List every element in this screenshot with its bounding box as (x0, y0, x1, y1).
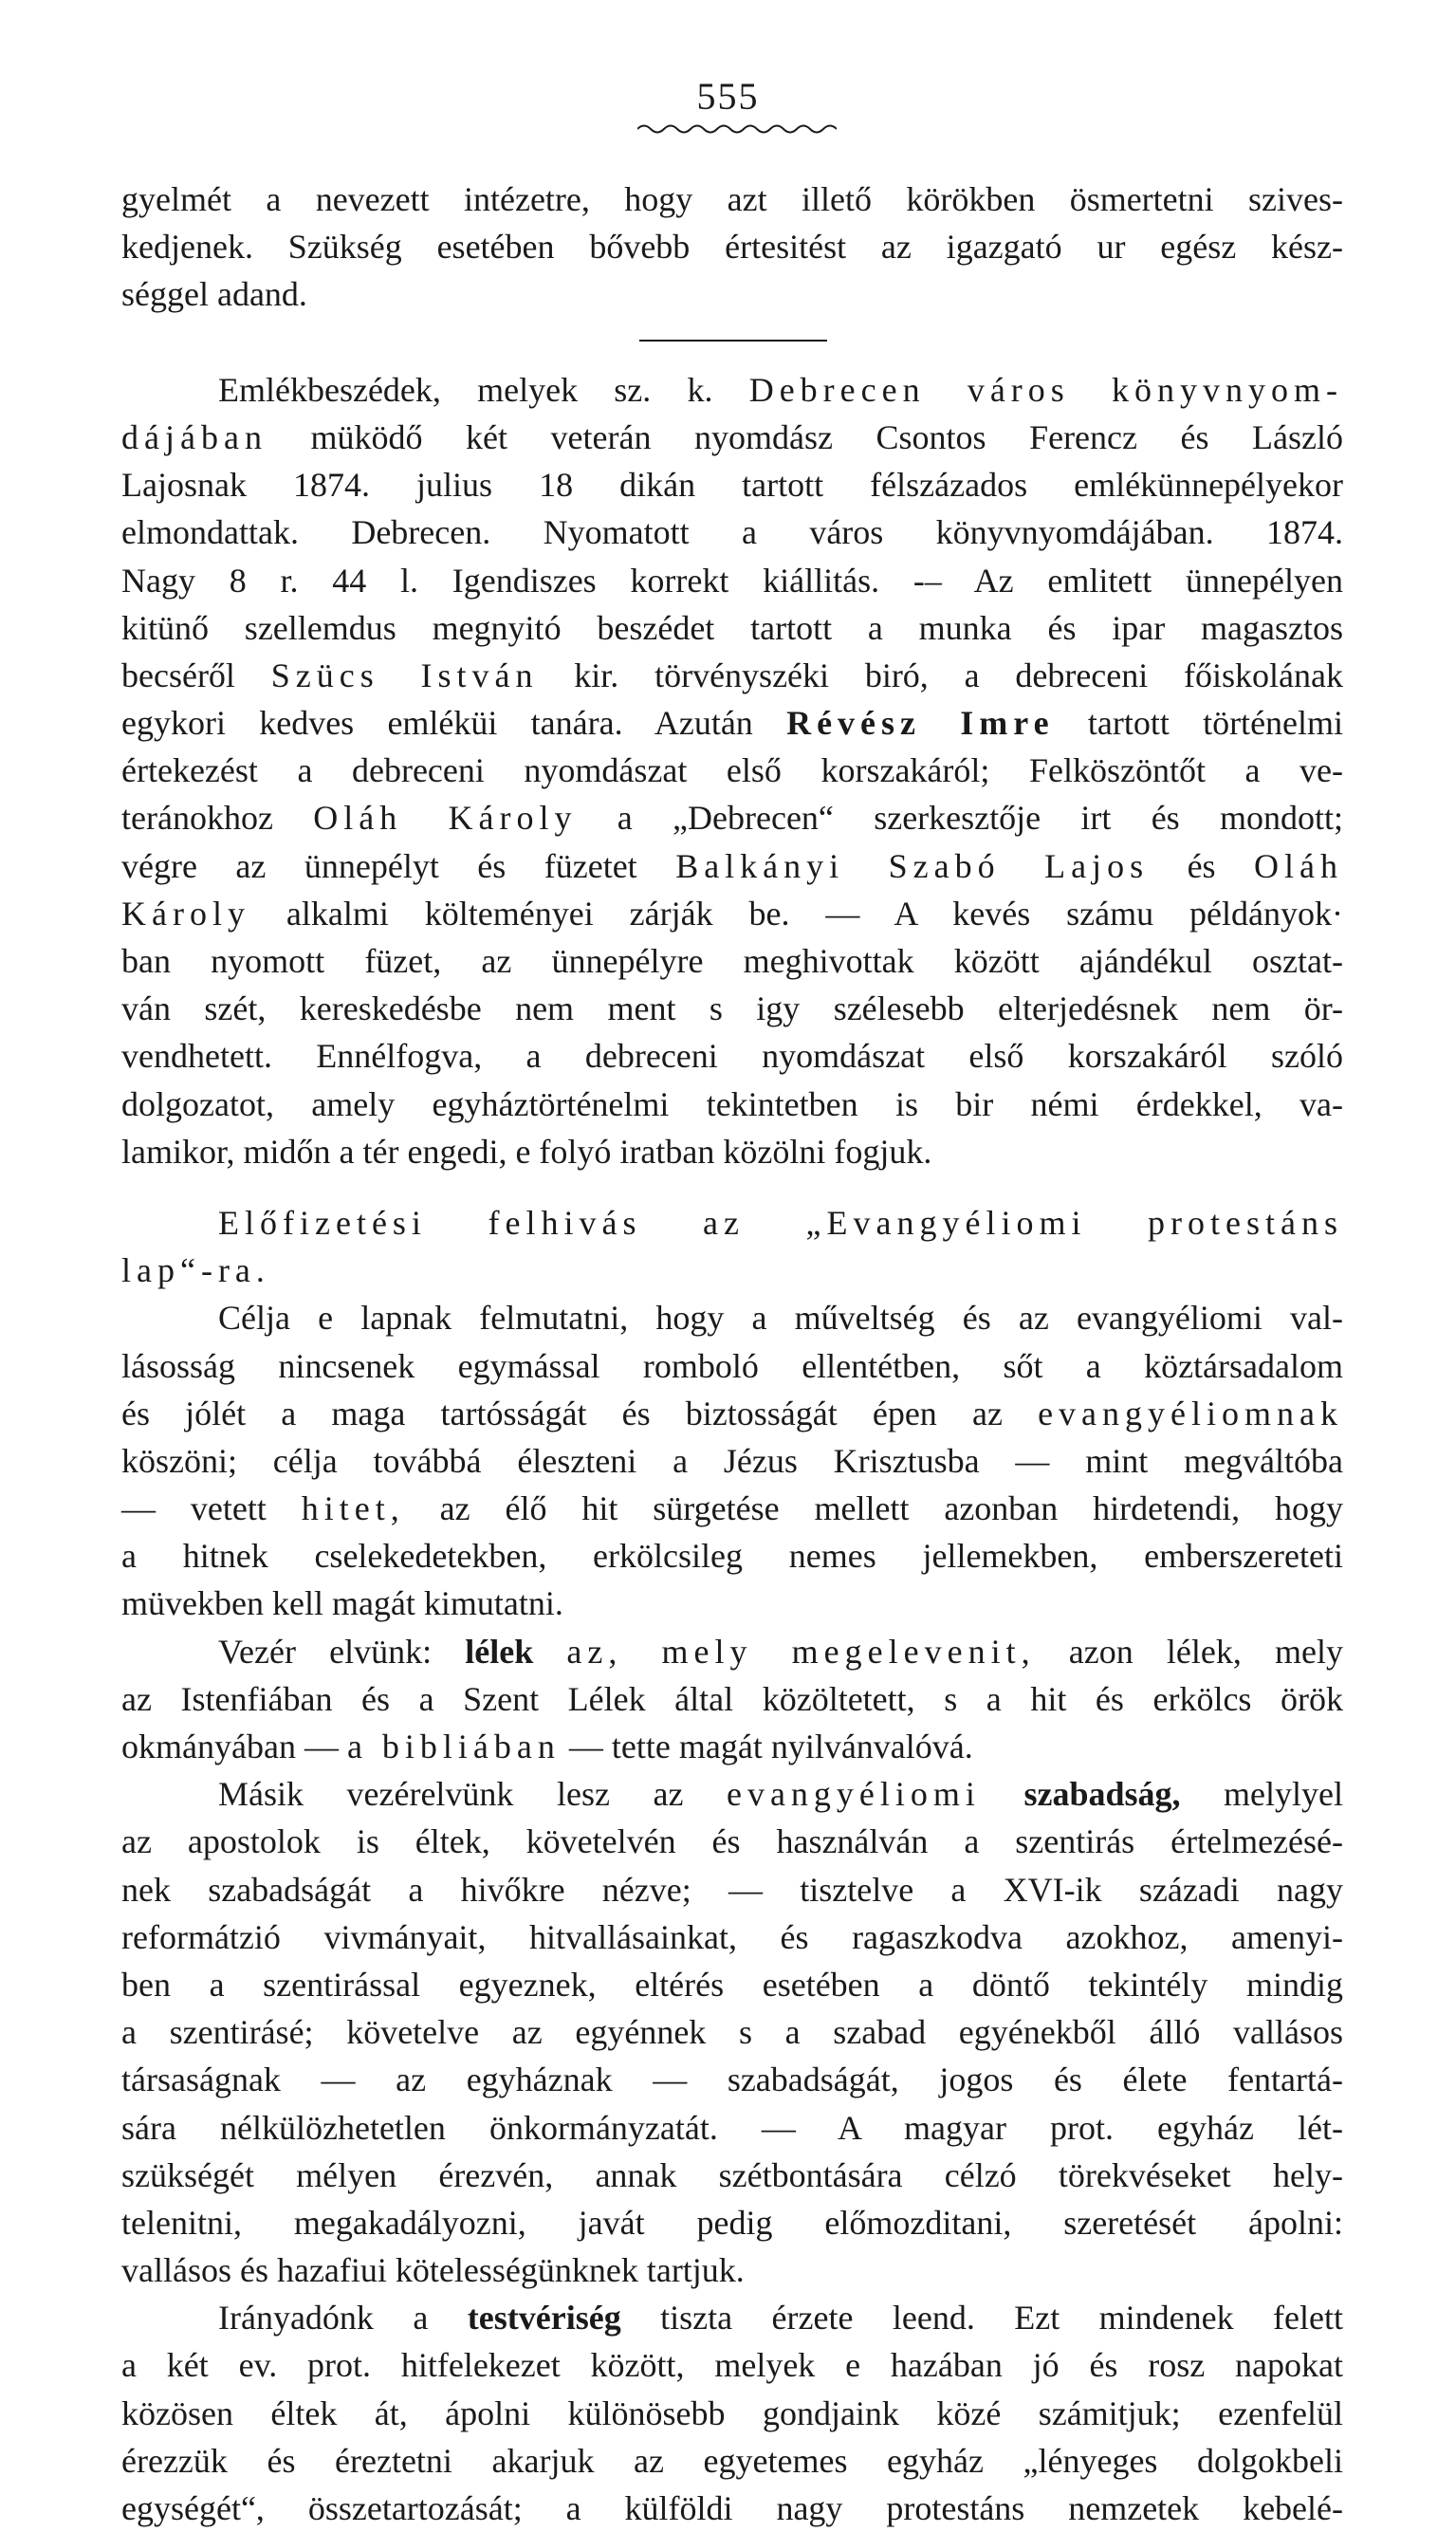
text-line: müvekben kell magát kimutatni. (121, 1584, 563, 1623)
text-line: Nagy 8 r. 44 l. Igendiszes korrekt kiállitás. -– Az emlitett ünnepélyen (121, 561, 1343, 600)
text-span: végre az ünnepélyt és füzetet (121, 846, 637, 885)
text-span: tiszta érzete leend. Ezt mindenek felett (660, 2299, 1344, 2338)
text-line (121, 1485, 1343, 1532)
spaced-text: dájában (121, 417, 267, 456)
text-line: elmondattak. Debrecen. Nyomatott a város könyvnyomdájában. 1874. (121, 513, 1343, 552)
text-span: az élő hit sürgetése mellett azonban hirdetendi, hogy (439, 1489, 1344, 1528)
text-line: az apostolok is éltek, követelvén és használván a szentirás értelmezésé- (121, 1822, 1343, 1861)
text-line: telenitni, megakadályozni, javát pedig előmozditani, szeretését ápolni: (121, 2203, 1343, 2242)
text-line: a szentirásé; követelve az egyénnek s a szabad egyénekből álló vallásos (121, 2013, 1343, 2052)
section-divider (121, 319, 1343, 366)
text-span: alkalmi költeményei zárják be. — A kevés számu példányok· (286, 894, 1343, 933)
text-line: lamikor, midőn a tér engedi, e folyó iratban közölni fogjuk. (121, 1132, 932, 1171)
spaced-text: hitet, (301, 1489, 405, 1528)
text-line: az Istenfiában és a Szent Lélek által közöltetett, s a hit és erkölcs örök (121, 1679, 1343, 1718)
paragraph-gap (121, 1175, 1343, 1199)
text-span: — tette magát nyilvánvalóvá. (568, 1728, 973, 1765)
spaced-text: Révész Imre (786, 704, 1055, 743)
wavy-underline-ornament (637, 121, 837, 137)
text-line: értekezést a debreceni nyomdászat első korszakáról; Felköszöntőt a ve- (121, 751, 1343, 790)
text-line (121, 794, 1343, 841)
text-line: szükségét mélyen érezvén, annak szétbontására célzó törekvéseket hely- (121, 2155, 1343, 2194)
text-line: sára nélkülözhetetlen önkormányzatát. — A magyar prot. egyház lét- (121, 2108, 1343, 2147)
spaced-text: Balkányi Szabó Lajos (675, 846, 1150, 885)
spaced-text: evangyéliomi (726, 1775, 981, 1814)
page-number: 555 (696, 75, 760, 118)
text-line (121, 1628, 1343, 1675)
text-line: lásosság nincsenek egymással romboló ellentétben, sőt a köztársadalom (121, 1346, 1343, 1385)
text-span: okmányában — (121, 1728, 339, 1765)
text-line: reformátzió vivmányait, hitvallásainkat, és ragaszkodva azokhoz, amenyi- (121, 1917, 1343, 1956)
spaced-text: a bibliában (346, 1728, 561, 1765)
text-span: kir. törvényszéki biró, a debreceni főiskolának (574, 656, 1344, 694)
text-line: köszöni; célja továbbá éleszteni a Jézus Krisztusba — mint megváltóba (121, 1441, 1343, 1480)
text-span: Vezér elvünk: (218, 1632, 433, 1671)
text-line: nek szabadságát a hivőkre nézve; — tisztelve a XVI-ik századi nagy (121, 1870, 1343, 1909)
text-span: — vetett (121, 1489, 267, 1528)
text-line: Lajosnak 1874. julius 18 dikán tartott félszázados emlékünnepélyekor (121, 466, 1343, 505)
text-line: dolgozatot, amely egyháztörténelmi tekintetben is bir némi érdekkel, va- (121, 1084, 1343, 1123)
text-line: Célja e lapnak felmutatni, hogy a műveltség és az evangyéliomi val- (218, 1299, 1343, 1338)
spaced-text: Debrecen város könyvnyom- (748, 370, 1343, 409)
text-line: társaságnak — az egyháznak — szabadságát, jogos és élete fentartá- (121, 2061, 1343, 2099)
text-span: a „Debrecen“ szerkesztője irt és mondott; (617, 799, 1343, 838)
text-line (121, 842, 1343, 890)
spaced-text: Oláh (1254, 846, 1344, 885)
text-line: vendhetett. Ennélfogva, a debreceni nyomdászat első korszakáról szóló (121, 1037, 1343, 1076)
text-line: ván szét, kereskedésbe nem ment s igy szélesebb elterjedésnek nem ör- (121, 989, 1343, 1028)
text-line (121, 699, 1343, 747)
spaced-text: Szücs István (270, 656, 539, 694)
text-line (121, 414, 1343, 461)
notice-title: Előfizetési felhivás az „Evangyéliomi protestáns (218, 1203, 1343, 1242)
text-line: ban nyomott füzet, az ünnepélyre meghivottak között ajándékul osztat- (121, 942, 1343, 980)
text-span: és jólét a maga tartósságát és biztosságát épen az (121, 1394, 1003, 1432)
text-line (121, 1723, 1343, 1770)
text-line: vallásos és hazafiui kötelességünknek tartjuk. (121, 2251, 745, 2290)
text-line (121, 890, 1343, 937)
text-span: egykori kedves emléküi tanára. Azután (121, 704, 753, 743)
text-span: teránokhoz (121, 799, 273, 838)
notice-title: lap“-ra. (121, 1251, 270, 1290)
text-line (121, 1770, 1343, 1818)
text-span: Másik vezérelvünk lesz az (218, 1775, 684, 1814)
bold-text: lélek (465, 1632, 534, 1671)
text-line: a két ev. prot. hitfelekezet között, melyek e hazában jó és rosz napokat (121, 2346, 1343, 2385)
text-line (121, 652, 1343, 699)
text-span: tartott történelmi (1087, 704, 1344, 743)
text-line: közösen éltek át, ápolni különösebb gondjaink közé számitjuk; ezenfelül (121, 2393, 1343, 2432)
bold-text: testvériség (467, 2299, 621, 2338)
text-line: egységét“, összetartozását; a külföldi nagy protestáns nemzetek kebelé- (121, 2489, 1343, 2527)
spaced-text: az, mely megelevenit, (566, 1632, 1036, 1671)
text-span: müködő két veterán nyomdász Csontos Ferencz és László (310, 417, 1344, 456)
text-line (121, 2294, 1343, 2341)
text-line: gyelmét a nevezett intézetre, hogy azt illető körökben ösmertetni szives- (121, 180, 1343, 218)
text-span: melylyel (1224, 1775, 1343, 1814)
text-line: ben a szentirással egyeznek, eltérés esetében a döntő tekintély mindig (121, 1965, 1343, 2004)
text-line: kedjenek. Szükség esetében bővebb értesitést az igazgató ur egész kész- (121, 228, 1343, 267)
text-span: Irányadónk a (218, 2299, 429, 2338)
text-span: és (1187, 846, 1216, 885)
bold-text: szabadság, (1023, 1775, 1181, 1814)
text-line (121, 1390, 1343, 1437)
text-line (121, 366, 1343, 414)
text-line: érezzük és éreztetni akarjuk az egyetemes egyház „lényeges dolgokbeli (121, 2441, 1343, 2480)
body-text (121, 176, 1343, 2532)
text-line: kitünő szellemdus megnyitó beszédet tartott a munka és ipar magasztos (121, 608, 1343, 647)
spaced-text: Oláh Károly (313, 799, 578, 838)
text-line: séggel adand. (121, 275, 307, 314)
text-span: azon lélek, mely (1068, 1632, 1344, 1671)
spaced-text: Károly (121, 894, 250, 933)
spaced-text: evangyéliomnak (1038, 1394, 1343, 1432)
text-span: becséről (121, 656, 235, 694)
text-span: Emlékbeszédek, melyek sz. k. (218, 370, 713, 409)
text-line: a hitnek cselekedetekben, erkölcsileg nemes jellemekben, emberszereteti (121, 1537, 1343, 1576)
